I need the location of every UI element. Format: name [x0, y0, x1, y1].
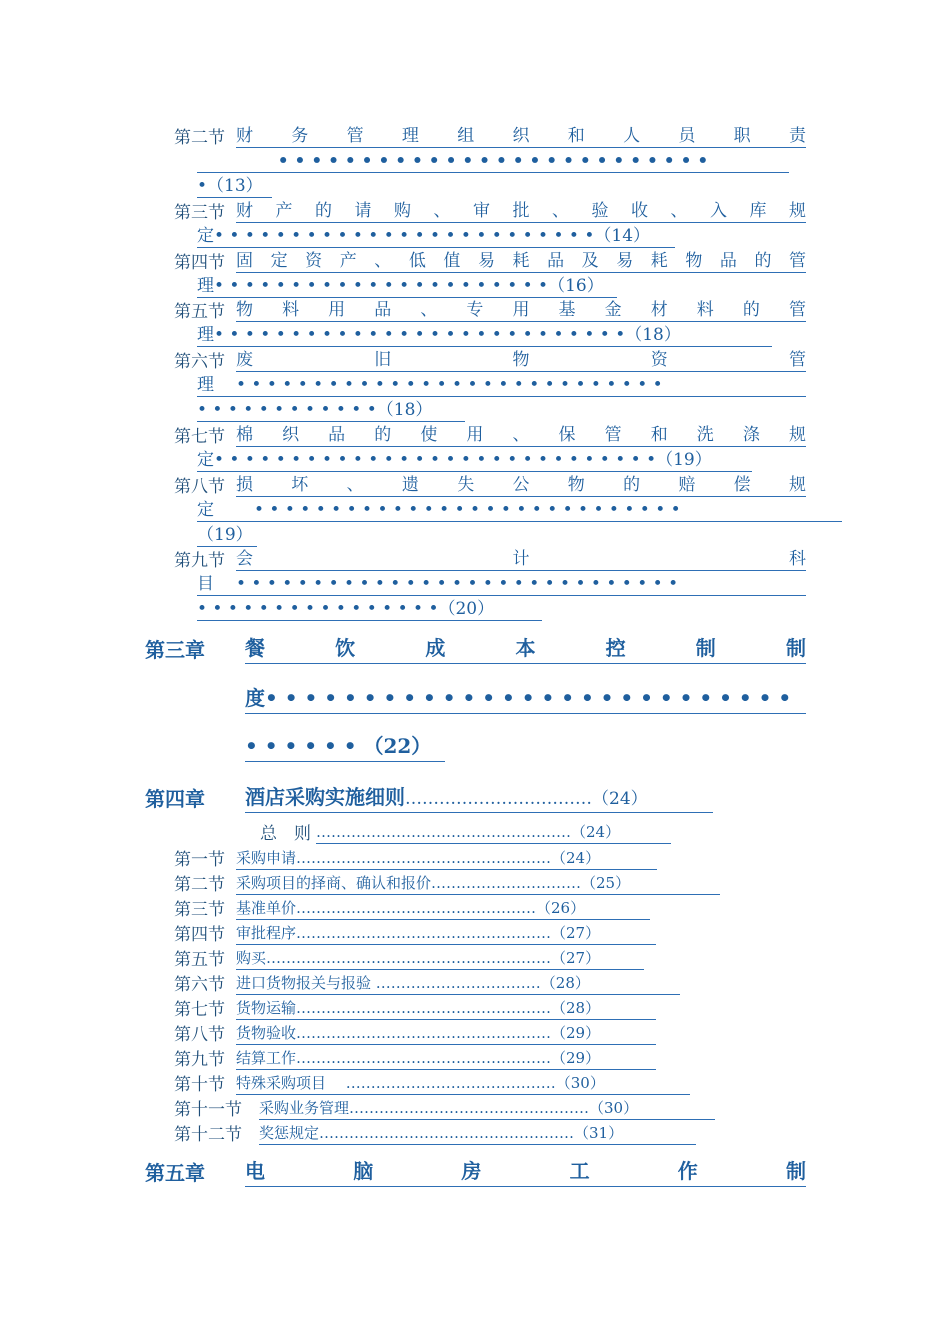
toc-label: 第二节 [174, 128, 225, 148]
toc-char: 赔 [678, 475, 696, 495]
toc-section-link[interactable]: 审批程序……………………………………………（27） [236, 923, 656, 945]
toc-link-dots[interactable] [197, 375, 806, 397]
toc-link-page[interactable]: 定• • • • • • • • • • • • • • • • • • • • • • • • • • • • •（19） [197, 450, 752, 472]
toc-char: 棉 [236, 425, 253, 445]
chapter-link-dots[interactable]: 度• • • • • • • • • • • • • • • • • • • • • • • • • • • [245, 686, 806, 714]
toc-char: 制 [695, 636, 716, 660]
toc-char: 值 [443, 251, 461, 271]
toc-char: 物 [685, 251, 703, 271]
toc-char: 遗 [401, 475, 419, 495]
toc-char: 收 [631, 201, 648, 221]
toc-char: 的 [754, 251, 772, 271]
toc-char: 失 [457, 475, 475, 495]
toc-label: 第二节 [174, 875, 225, 895]
toc-char: 产 [275, 201, 293, 221]
chapter-link-line[interactable] [245, 785, 713, 813]
toc-char: 、 [670, 201, 688, 221]
toc-char: 审 [473, 201, 490, 221]
toc-text: 定 [197, 500, 214, 520]
toc-char: 规 [788, 425, 806, 445]
toc-char: 控 [605, 636, 626, 660]
toc-label: 第五节 [174, 950, 225, 970]
toc-char: 和 [650, 425, 668, 445]
toc-char: 财 [236, 201, 253, 221]
toc-char: 库 [749, 201, 767, 221]
toc-char: 品 [374, 300, 392, 320]
toc-section-link[interactable]: 基准单价…………………………………………（26） [236, 898, 650, 920]
toc-label: 第三节 [174, 900, 225, 920]
toc-char: 人 [623, 126, 641, 146]
toc-char: 公 [512, 475, 530, 495]
chapter-link-page[interactable]: • • • • • • （22） [245, 734, 445, 762]
toc-char: 、 [420, 300, 438, 320]
toc-char: 耗 [512, 251, 530, 271]
toc-char: 易 [616, 251, 634, 271]
toc-char: 物 [512, 350, 530, 370]
toc-label: 第八节 [174, 477, 225, 497]
toc-char: 的 [623, 475, 641, 495]
toc-label: 总 则 [260, 824, 311, 844]
chapter-label: 第三章 [145, 638, 205, 662]
toc-char: 、 [552, 201, 569, 221]
toc-char: 脑 [353, 1159, 374, 1183]
toc-char: 请 [354, 201, 372, 221]
toc-char: 偿 [733, 475, 751, 495]
toc-char: 及 [581, 251, 599, 271]
toc-char: 管 [789, 251, 806, 271]
toc-char: 会 [236, 549, 253, 569]
toc-link-line[interactable] [236, 251, 806, 273]
toc-char: 织 [282, 425, 300, 445]
toc-char: 管 [346, 126, 364, 146]
toc-char: 、 [512, 425, 530, 445]
toc-section-link[interactable]: 购买…………………………………………………（27） [236, 948, 644, 970]
toc-char: 低 [408, 251, 426, 271]
toc-label: 第四节 [174, 253, 225, 273]
chapter-label: 第五章 [145, 1161, 205, 1185]
toc-char: 使 [420, 425, 438, 445]
toc-char: 财 [236, 126, 253, 146]
toc-link-line[interactable] [236, 475, 806, 497]
chapter-link-line[interactable] [245, 636, 806, 664]
toc-link-page[interactable]: 理• • • • • • • • • • • • • • • • • • • • • • • • • • •（18） [197, 325, 772, 347]
toc-char: 涤 [742, 425, 760, 445]
toc-char: 作 [677, 1159, 698, 1183]
toc-char: 责 [788, 126, 806, 146]
toc-section-link[interactable]: 采购业务管理…………………………………………（30） [259, 1098, 715, 1120]
toc-link-line[interactable] [236, 350, 806, 372]
toc-char: 物 [236, 300, 253, 320]
toc-char: 和 [567, 126, 585, 146]
toc-link-line[interactable] [236, 201, 806, 223]
toc-label: 第九节 [174, 1050, 225, 1070]
toc-char: 组 [457, 126, 475, 146]
toc-char: 材 [650, 300, 668, 320]
toc-char: 管 [788, 300, 806, 320]
toc-char: 、 [374, 251, 392, 271]
toc-char: 制 [785, 636, 806, 660]
toc-char: 批 [512, 201, 530, 221]
toc-char: 本 [515, 636, 536, 660]
toc-char: 保 [558, 425, 576, 445]
toc-link-page[interactable]: 定• • • • • • • • • • • • • • • • • • • • • • • • •（14） [197, 226, 675, 248]
toc-link-line[interactable] [236, 549, 806, 571]
toc-char: 料 [282, 300, 300, 320]
toc-page-number: （24） [592, 789, 648, 809]
toc-char: 的 [742, 300, 760, 320]
toc-char: 产 [339, 251, 357, 271]
toc-char: 用 [328, 300, 346, 320]
toc-dots: • • • • • • • • • • • • • • • • • • • • • • • • • • • • • [236, 574, 679, 594]
toc-section-link[interactable]: 特殊采购项目 ……………………………………（30） [236, 1073, 690, 1095]
toc-section-link[interactable]: 奖惩规定……………………………………………（31） [259, 1123, 696, 1145]
toc-dots: • • • • • • • • • • • • • • • • • • • • • • • • • • • • [236, 375, 663, 395]
toc-char: 废 [236, 350, 253, 370]
chapter-title: 酒店采购实施细则 [245, 785, 405, 809]
toc-char: 规 [789, 201, 806, 221]
toc-char: 验 [591, 201, 609, 221]
toc-char: 织 [512, 126, 530, 146]
toc-char: 物 [567, 475, 585, 495]
toc-dots: • • • • • • • • • • • • • • • • • • • • • • • • • • • • [254, 500, 681, 520]
toc-label: 第七节 [174, 427, 225, 447]
toc-char: 专 [466, 300, 484, 320]
toc-char: 的 [374, 425, 392, 445]
toc-char: 饮 [335, 636, 356, 660]
toc-char: 工 [569, 1159, 590, 1183]
chapter-link-line[interactable] [245, 1159, 806, 1187]
toc-label: 第十节 [174, 1075, 225, 1095]
toc-label: 第九节 [174, 551, 225, 571]
toc-link-dots[interactable] [197, 574, 806, 596]
toc-text: 目 [197, 574, 214, 594]
chapter-label: 第四章 [145, 787, 205, 811]
toc-label: 第十一节 [174, 1100, 242, 1120]
toc-label: 第六节 [174, 352, 225, 372]
toc-char: 、 [433, 201, 451, 221]
toc-char: 耗 [650, 251, 668, 271]
toc-label: 第七节 [174, 1000, 225, 1020]
toc-section-link[interactable]: 结算工作……………………………………………（29） [236, 1048, 656, 1070]
toc-char: 品 [547, 251, 565, 271]
toc-char: 务 [291, 126, 309, 146]
toc-link-line[interactable] [236, 126, 806, 148]
toc-char: 计 [512, 549, 530, 569]
toc-link-page[interactable]: • • • • • • • • • • • •（18） [197, 400, 465, 422]
toc-char: 用 [466, 425, 484, 445]
toc-char: 电 [245, 1159, 265, 1183]
toc-label: 第五节 [174, 302, 225, 322]
toc-char: 制 [785, 1159, 806, 1183]
toc-char: 品 [719, 251, 737, 271]
toc-link-page[interactable]: ……………………………………………（24） [316, 822, 671, 844]
toc-label: 第一节 [174, 850, 225, 870]
toc-char: 科 [789, 549, 806, 569]
toc-link-page[interactable]: （19） [197, 525, 257, 547]
toc-char: 入 [710, 201, 727, 221]
toc-char: 、 [346, 475, 364, 495]
toc-section-link[interactable]: 采购申请……………………………………………（24） [236, 848, 657, 870]
toc-char: 基 [558, 300, 576, 320]
toc-label: 第十二节 [174, 1125, 242, 1145]
toc-char: 固 [236, 251, 253, 271]
toc-char: 金 [604, 300, 622, 320]
toc-char: 规 [788, 475, 806, 495]
toc-section-link[interactable]: 货物运输……………………………………………（28） [236, 998, 656, 1020]
toc-label: 第四节 [174, 925, 225, 945]
toc-char: 损 [236, 475, 253, 495]
toc-label: 第八节 [174, 1025, 225, 1045]
toc-section-link[interactable]: 采购项目的择商、确认和报价…………………………（25） [236, 873, 720, 895]
toc-char: 坏 [291, 475, 309, 495]
toc-char: 品 [328, 425, 346, 445]
toc-char: 职 [733, 126, 751, 146]
toc-section-link[interactable]: 进口货物报关与报验 ……………………………（28） [236, 973, 680, 995]
toc-label: 第六节 [174, 975, 225, 995]
toc-link-page[interactable]: •（13） [197, 176, 272, 198]
toc-link-dots[interactable]: • • • • • • • • • • • • • • • • • • • • • • • • • • [197, 151, 789, 173]
toc-char: 的 [315, 201, 332, 221]
toc-char: 资 [650, 350, 668, 370]
toc-link-dots[interactable] [197, 500, 842, 522]
toc-dots: …………………………… [405, 789, 592, 809]
toc-link-page[interactable]: • • • • • • • • • • • • • • • •（20） [197, 599, 542, 621]
toc-text: 理 [197, 375, 214, 395]
toc-char: 定 [270, 251, 288, 271]
toc-label: 第三节 [174, 203, 225, 223]
toc-link-line[interactable] [236, 300, 806, 322]
toc-link-line[interactable] [236, 425, 806, 447]
toc-link-page[interactable]: 理• • • • • • • • • • • • • • • • • • • • • •（16） [197, 276, 617, 298]
toc-section-link[interactable]: 货物验收……………………………………………（29） [236, 1023, 656, 1045]
toc-char: 料 [696, 300, 714, 320]
toc-char: 资 [305, 251, 323, 271]
toc-char: 用 [512, 300, 530, 320]
toc-char: 餐 [245, 636, 265, 660]
toc-char: 房 [461, 1159, 482, 1183]
toc-char: 成 [425, 636, 446, 660]
toc-char: 购 [394, 201, 411, 221]
toc-char: 员 [678, 126, 696, 146]
toc-char: 洗 [696, 425, 714, 445]
toc-char: 旧 [374, 350, 392, 370]
toc-char: 管 [789, 350, 806, 370]
toc-char: 易 [477, 251, 495, 271]
toc-char: 理 [401, 126, 419, 146]
toc-char: 管 [604, 425, 622, 445]
